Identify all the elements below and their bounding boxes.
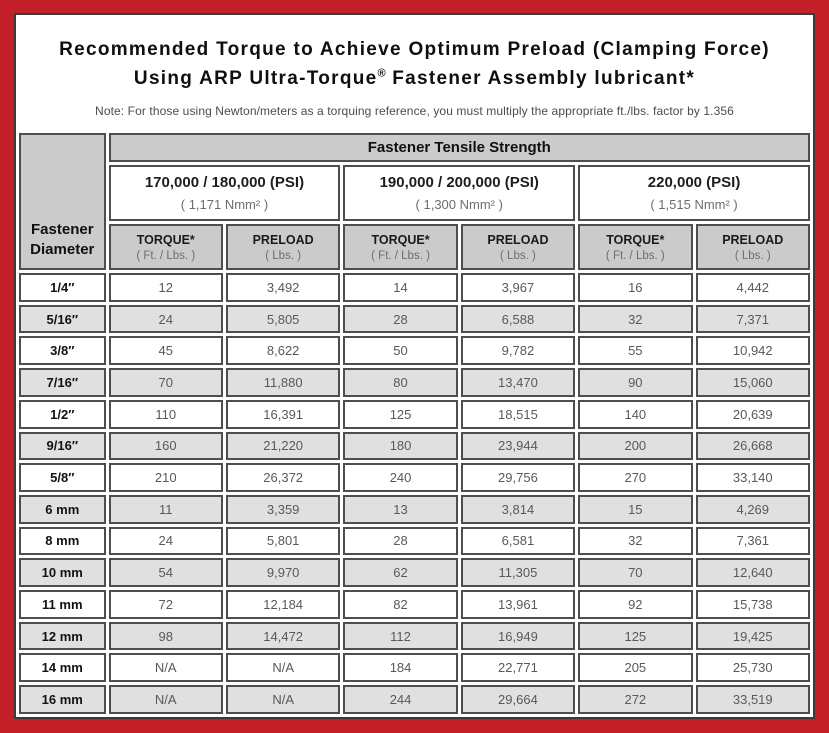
fastener-diameter-cell: 12 mm <box>19 622 106 651</box>
title-line-1: Recommended Torque to Achieve Optimum Preload (Clamping Force) <box>59 39 770 60</box>
fastener-diameter-header: Fastener Diameter <box>19 133 106 270</box>
preload-column-header: PRELOAD ( Lbs. ) <box>226 224 340 270</box>
fastener-diameter-cell: 14 mm <box>19 653 106 682</box>
registered-mark: ® <box>377 67 386 80</box>
torque-value-cell: 15 <box>578 495 692 524</box>
torque-value-cell: 62 <box>343 558 457 587</box>
preload-value-cell: 7,371 <box>696 305 810 334</box>
torque-value-cell: 72 <box>109 590 223 619</box>
sub-header-row <box>19 224 810 270</box>
torque-table <box>16 130 813 717</box>
torque-value-cell: 82 <box>343 590 457 619</box>
fastener-diameter-cell: 5/8″ <box>19 463 106 492</box>
torque-value-cell: 112 <box>343 622 457 651</box>
preload-value-cell: 15,738 <box>696 590 810 619</box>
preload-value-cell: 9,782 <box>461 336 575 365</box>
fastener-diameter-cell: 9/16″ <box>19 432 106 461</box>
preload-value-cell: 9,970 <box>226 558 340 587</box>
preload-value-cell: 15,060 <box>696 368 810 397</box>
preload-value-cell: 6,581 <box>461 527 575 556</box>
preload-value-cell: 6,588 <box>461 305 575 334</box>
title-line-2: Using ARP Ultra-Torque® Fastener Assembly lubricant* <box>133 67 696 89</box>
preload-value-cell: 29,756 <box>461 463 575 492</box>
torque-value-cell: 28 <box>343 305 457 334</box>
preload-value-cell: 26,372 <box>226 463 340 492</box>
torque-value-cell: 32 <box>578 527 692 556</box>
torque-value-cell: 50 <box>343 336 457 365</box>
fastener-diameter-cell: 1/4″ <box>19 273 106 302</box>
torque-value-cell: 16 <box>578 273 692 302</box>
fastener-diameter-cell: 1/2″ <box>19 400 106 429</box>
torque-value-cell: 55 <box>578 336 692 365</box>
torque-value-cell: 70 <box>109 368 223 397</box>
preload-value-cell: 4,269 <box>696 495 810 524</box>
preload-value-cell: 3,359 <box>226 495 340 524</box>
torque-value-cell: 125 <box>578 622 692 651</box>
preload-value-cell: 13,470 <box>461 368 575 397</box>
preload-value-cell: 5,805 <box>226 305 340 334</box>
torque-column-header: TORQUE* ( Ft. / Lbs. ) <box>578 224 692 270</box>
preload-value-cell: N/A <box>226 685 340 714</box>
torque-column-header: TORQUE* ( Ft. / Lbs. ) <box>343 224 457 270</box>
fastener-diameter-cell: 6 mm <box>19 495 106 524</box>
fastener-diameter-cell: 16 mm <box>19 685 106 714</box>
preload-value-cell: 20,639 <box>696 400 810 429</box>
table-row <box>19 400 810 429</box>
torque-value-cell: 184 <box>343 653 457 682</box>
table-row <box>19 336 810 365</box>
preload-value-cell: 7,361 <box>696 527 810 556</box>
preload-value-cell: 22,771 <box>461 653 575 682</box>
fastener-diameter-cell: 8 mm <box>19 527 106 556</box>
table-row <box>19 368 810 397</box>
torque-value-cell: 160 <box>109 432 223 461</box>
torque-column-header: TORQUE* ( Ft. / Lbs. ) <box>109 224 223 270</box>
document-panel <box>14 13 815 719</box>
torque-value-cell: 11 <box>109 495 223 524</box>
torque-value-cell: 272 <box>578 685 692 714</box>
torque-value-cell: N/A <box>109 653 223 682</box>
preload-value-cell: 21,220 <box>226 432 340 461</box>
preload-value-cell: 10,942 <box>696 336 810 365</box>
table-row <box>19 653 810 682</box>
torque-value-cell: 32 <box>578 305 692 334</box>
preload-value-cell: 3,967 <box>461 273 575 302</box>
torque-value-cell: 240 <box>343 463 457 492</box>
torque-value-cell: 14 <box>343 273 457 302</box>
tensile-strength-header: Fastener Tensile Strength <box>109 133 810 162</box>
torque-value-cell: 200 <box>578 432 692 461</box>
preload-value-cell: 11,880 <box>226 368 340 397</box>
torque-value-cell: N/A <box>109 685 223 714</box>
preload-value-cell: 4,442 <box>696 273 810 302</box>
preload-column-header: PRELOAD ( Lbs. ) <box>461 224 575 270</box>
table-row <box>19 590 810 619</box>
torque-value-cell: 140 <box>578 400 692 429</box>
table-row <box>19 558 810 587</box>
preload-value-cell: 16,391 <box>226 400 340 429</box>
preload-value-cell: 25,730 <box>696 653 810 682</box>
preload-value-cell: 18,515 <box>461 400 575 429</box>
torque-value-cell: 28 <box>343 527 457 556</box>
psi-header-190-200 <box>343 165 575 221</box>
psi-header-220 <box>578 165 810 221</box>
preload-value-cell: 29,664 <box>461 685 575 714</box>
torque-value-cell: 180 <box>343 432 457 461</box>
preload-value-cell: 12,640 <box>696 558 810 587</box>
psi-value: 170,000 / 180,000 (PSI) <box>144 174 305 191</box>
preload-value-cell: 13,961 <box>461 590 575 619</box>
psi-value: 220,000 (PSI) <box>647 174 741 191</box>
preload-value-cell: 23,944 <box>461 432 575 461</box>
torque-value-cell: 80 <box>343 368 457 397</box>
nmm-value: ( 1,300 Nmm² ) <box>415 197 503 212</box>
preload-value-cell: 11,305 <box>461 558 575 587</box>
torque-value-cell: 24 <box>109 527 223 556</box>
torque-value-cell: 24 <box>109 305 223 334</box>
preload-value-cell: 33,519 <box>696 685 810 714</box>
torque-value-cell: 92 <box>578 590 692 619</box>
preload-value-cell: 8,622 <box>226 336 340 365</box>
torque-value-cell: 70 <box>578 558 692 587</box>
fastener-diameter-cell: 7/16″ <box>19 368 106 397</box>
preload-value-cell: 19,425 <box>696 622 810 651</box>
table-row <box>19 527 810 556</box>
torque-value-cell: 45 <box>109 336 223 365</box>
preload-value-cell: 26,668 <box>696 432 810 461</box>
torque-value-cell: 98 <box>109 622 223 651</box>
preload-value-cell: 33,140 <box>696 463 810 492</box>
table-row <box>19 495 810 524</box>
torque-value-cell: 90 <box>578 368 692 397</box>
table-row <box>19 463 810 492</box>
psi-header-row <box>19 165 810 221</box>
preload-value-cell: 5,801 <box>226 527 340 556</box>
table-row <box>19 273 810 302</box>
torque-value-cell: 210 <box>109 463 223 492</box>
table-row <box>19 432 810 461</box>
torque-value-cell: 54 <box>109 558 223 587</box>
preload-value-cell: 16,949 <box>461 622 575 651</box>
table-row <box>19 622 810 651</box>
torque-value-cell: 270 <box>578 463 692 492</box>
torque-value-cell: 110 <box>109 400 223 429</box>
torque-value-cell: 125 <box>343 400 457 429</box>
table-row <box>19 305 810 334</box>
torque-value-cell: 13 <box>343 495 457 524</box>
preload-value-cell: N/A <box>226 653 340 682</box>
page-title <box>26 36 803 93</box>
fastener-diameter-cell: 11 mm <box>19 590 106 619</box>
torque-value-cell: 205 <box>578 653 692 682</box>
table-row <box>19 685 810 714</box>
psi-value: 190,000 / 200,000 (PSI) <box>379 174 539 191</box>
fastener-diameter-cell: 5/16″ <box>19 305 106 334</box>
fastener-diameter-cell: 3/8″ <box>19 336 106 365</box>
torque-value-cell: 244 <box>343 685 457 714</box>
preload-value-cell: 3,814 <box>461 495 575 524</box>
nmm-value: ( 1,515 Nmm² ) <box>650 197 738 212</box>
preload-value-cell: 3,492 <box>226 273 340 302</box>
newton-meters-note: Note: For those using Newton/meters as a torquing reference, you must multiply the appropriate ft./lbs. factor by 1.356 <box>95 104 734 118</box>
group-header-row <box>19 133 810 162</box>
preload-value-cell: 14,472 <box>226 622 340 651</box>
preload-column-header: PRELOAD ( Lbs. ) <box>696 224 810 270</box>
psi-header-170-180 <box>109 165 341 221</box>
fastener-diameter-cell: 10 mm <box>19 558 106 587</box>
torque-value-cell: 12 <box>109 273 223 302</box>
nmm-value: ( 1,171 Nmm² ) <box>180 197 269 212</box>
title-block <box>16 15 813 130</box>
preload-value-cell: 12,184 <box>226 590 340 619</box>
